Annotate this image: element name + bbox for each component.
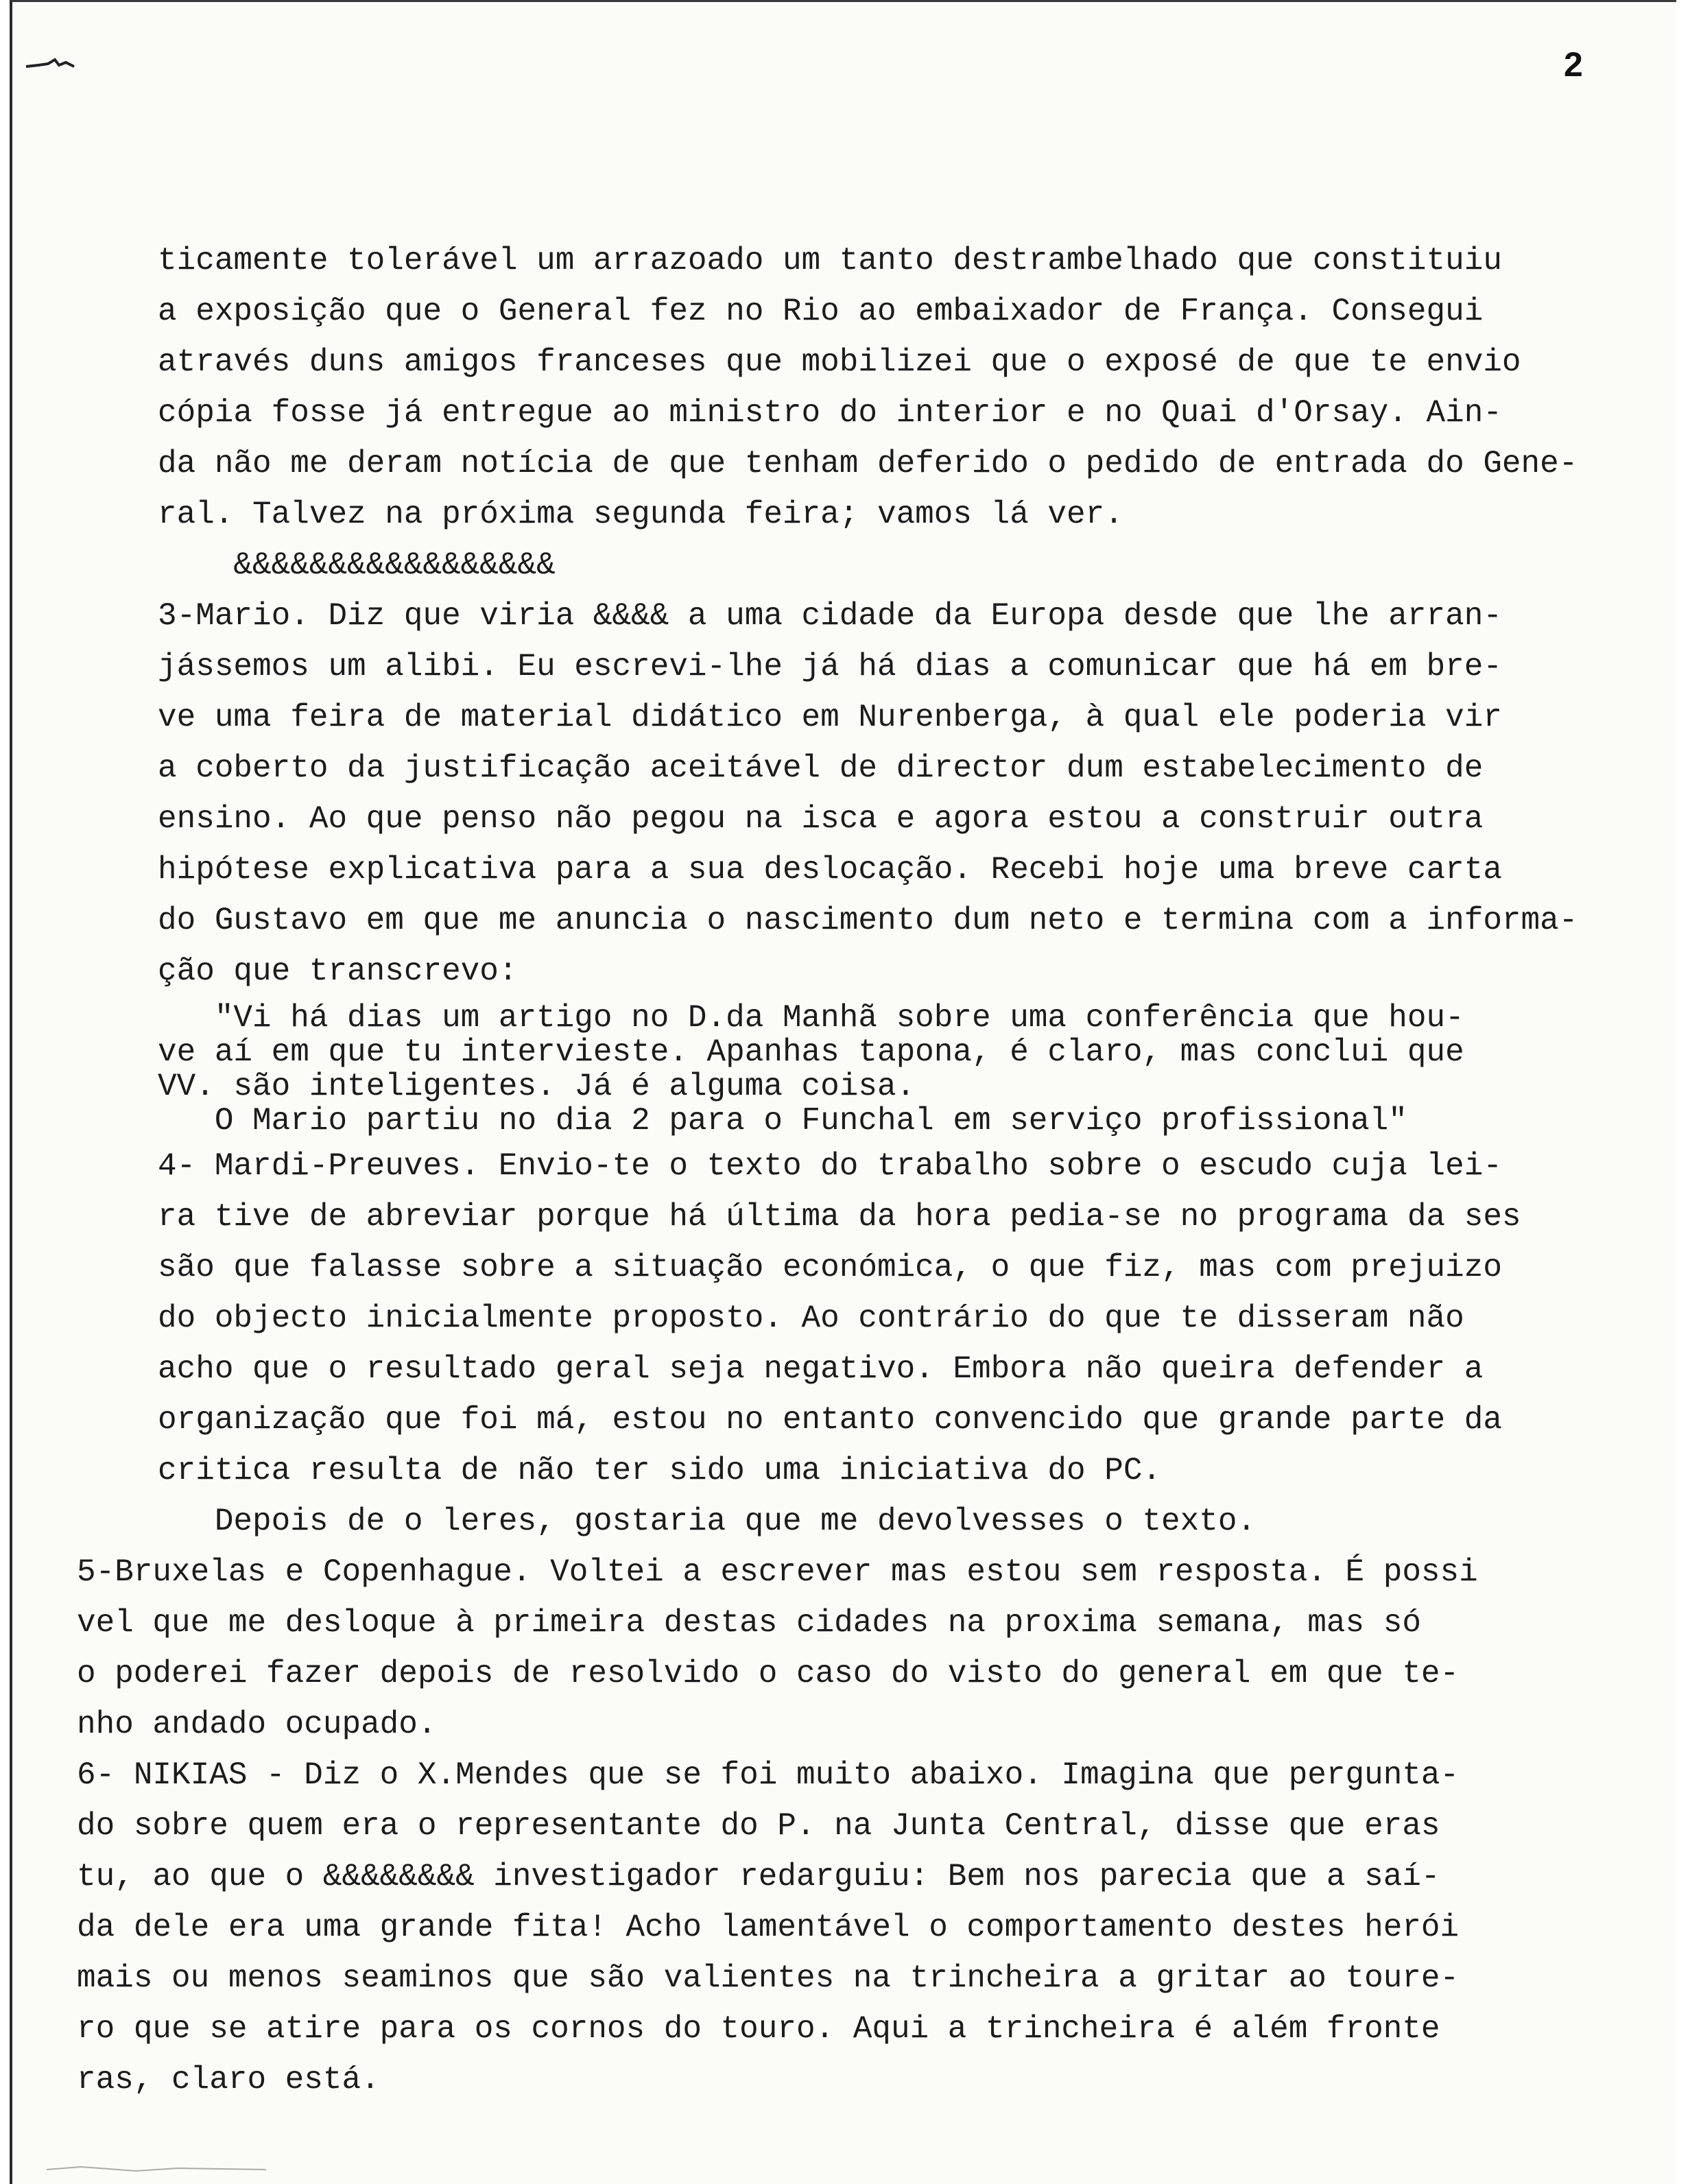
text-line-m10: vel que me desloque à primeira destas cidades na proxima semana, mas só [77, 1605, 1421, 1641]
text-line-l12: ensino. Ao que penso não pegou na isca e agora estou a construir outra [158, 801, 1484, 837]
text-line-q2: ve aí em que tu intervieste. Apanhas tapona, é claro, mas conclui que [158, 1034, 1464, 1070]
document-page [10, 0, 1676, 2184]
corner-ink-mark [25, 57, 75, 71]
paragraph-items [77, 1141, 1667, 2105]
text-line-m16: da dele era uma grande fita! Acho lamentável o comportamento destes herói [77, 1910, 1460, 1945]
text-line-m09: 5-Bruxelas e Copenhague. Voltei a escrever mas estou sem resposta. É possi [77, 1554, 1478, 1590]
text-line-q1: "Vi há dias um artigo no D.da Manhã sobre uma conferência que hou- [158, 1000, 1464, 1036]
text-line-m07: critica resulta de não ter sido uma iniciativa do PC. [158, 1453, 1162, 1488]
text-line-l03: através duns amigos franceses que mobilizei que o exposé de que te envio [158, 344, 1521, 380]
text-line-l11: a coberto da justificação aceitável de director dum estabelecimento de [158, 750, 1484, 786]
text-line-l15: ção que transcrevo: [158, 953, 518, 989]
text-line-l05: da não me deram notícia de que tenham deferido o pedido de entrada do Gene- [158, 446, 1578, 482]
text-line-l01: ticamente tolerável um arrazoado um tanto destrambelhado que constituiu [158, 243, 1502, 278]
text-line-l14: do Gustavo em que me anuncia o nascimento dum neto e termina com a informa- [158, 903, 1578, 938]
text-line-m19: ras, claro está. [77, 2062, 380, 2098]
paragraph-general [158, 235, 1667, 997]
text-line-m06: organização que foi má, estou no entanto convencido que grande parte da [158, 1402, 1502, 1438]
text-line-m13: 6- NIKIAS - Diz o X.Mendes que se foi muito abaixo. Imagina que pergunta- [77, 1757, 1460, 1793]
quoted-passage [158, 997, 1667, 1141]
text-line-l10: ve uma feira de material didático em Nurenberga, à qual ele poderia vir [158, 700, 1502, 735]
text-line-m05: acho que o resultado geral seja negativo. Embora não queira defender a [158, 1351, 1484, 1387]
text-line-l02: a exposição que o General fez no Rio ao embaixador de França. Consegui [158, 294, 1484, 329]
text-line-q4: O Mario partiu no dia 2 para o Funchal em serviço profissional" [158, 1103, 1407, 1139]
text-line-q3: VV. são inteligentes. Já é alguma coisa. [158, 1069, 916, 1104]
text-line-m11: o poderei fazer depois de resolvido o caso do visto do general em que te- [77, 1656, 1460, 1692]
text-line-l13: hipótese explicativa para a sua deslocação. Recebi hoje uma breve carta [158, 852, 1502, 888]
text-line-l08: 3-Mario. Diz que viria &&&& a uma cidade da Europa desde que lhe arran- [158, 598, 1502, 634]
text-line-m04: do objecto inicialmente proposto. Ao contrário do que te disseram não [158, 1301, 1464, 1336]
text-line-m08: Depois de o leres, gostaria que me devolvesses o texto. [158, 1504, 1257, 1539]
text-line-m12: nho andado ocupado. [77, 1707, 437, 1742]
text-line-m02: ra tive de abreviar porque há última da hora pedia-se no programa da ses [158, 1199, 1521, 1235]
text-line-l07: &&&&&&&&&&&&&&&&& [158, 547, 556, 583]
typed-letter-body [77, 235, 1667, 2105]
text-line-m18: ro que se atire para os cornos do touro. Aqui a trincheira é além fronte [77, 2011, 1440, 2047]
page-number: 2 [1564, 45, 1583, 84]
text-line-m14: do sobre quem era o representante do P. na Junta Central, disse que eras [77, 1808, 1440, 1844]
text-line-l06: ral. Talvez na próxima segunda feira; vamos lá ver. [158, 497, 1123, 532]
text-line-m03: são que falasse sobre a situação económica, o que fiz, mas com prejuizo [158, 1250, 1502, 1285]
scan-noise [40, 2149, 588, 2176]
text-line-l04: cópia fosse já entregue ao ministro do interior e no Quai d'Orsay. Ain- [158, 395, 1502, 431]
text-line-l09: jássemos um alibi. Eu escrevi-lhe já há dias a comunicar que há em bre- [158, 649, 1502, 685]
text-line-m17: mais ou menos seaminos que são valientes na trincheira a gritar ao toure- [77, 1960, 1460, 1996]
text-line-m15: tu, ao que o &&&&&&&& investigador redarguiu: Bem nos parecia que a saí- [77, 1859, 1440, 1895]
text-line-m01: 4- Mardi-Preuves. Envio-te o texto do trabalho sobre o escudo cuja lei- [158, 1148, 1502, 1184]
